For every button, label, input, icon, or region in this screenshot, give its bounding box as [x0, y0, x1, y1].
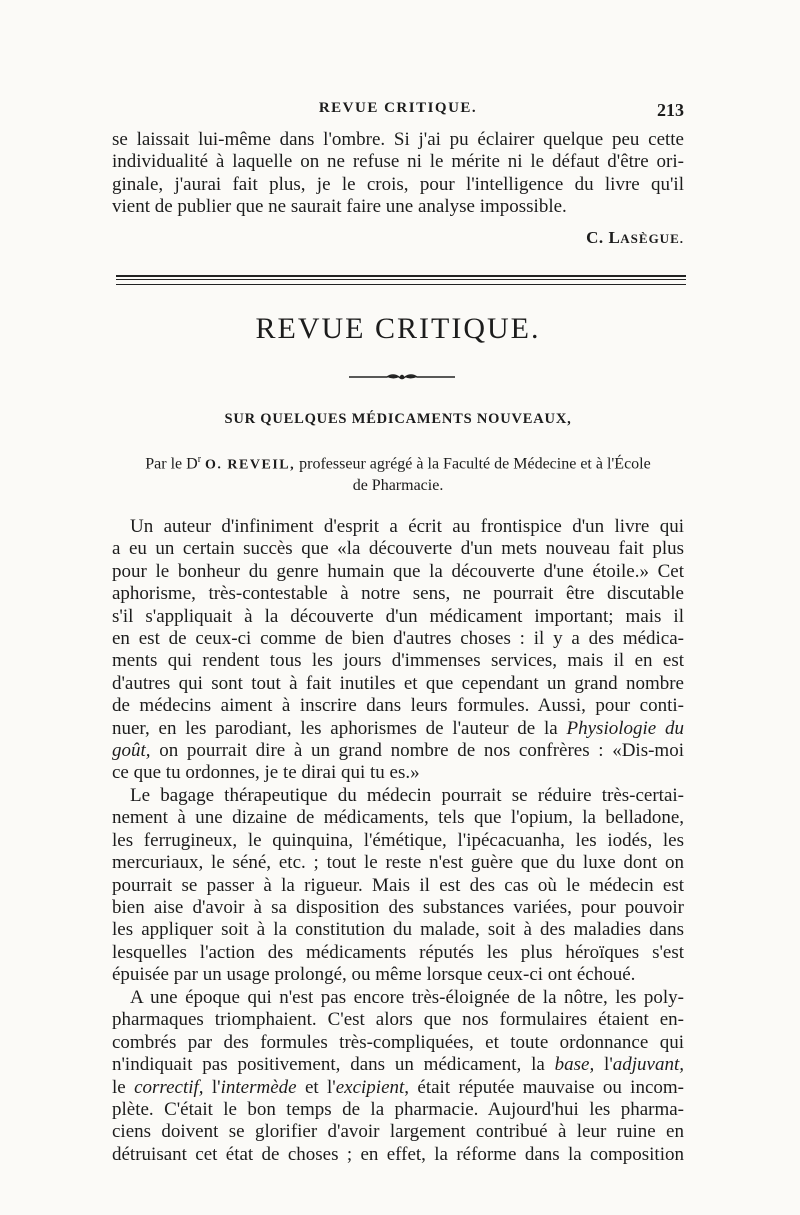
text-run: n'indiquait pas positivement, dans un médicament, la [112, 1054, 555, 1076]
text-line: bien aise d'avoir à sa disposition des substances variées, pour pouvoir [112, 897, 684, 919]
italic-text: excipient [335, 1076, 405, 1098]
italic-text: correctif, [134, 1076, 204, 1098]
text-line: mercuriaux, le séné, etc. ; tout le reste n'est guère que du luxe dont on [112, 852, 684, 874]
text-line [112, 1077, 684, 1099]
text-line: s'il s'appliquait à la découverte d'un médicament important; mais il [112, 605, 684, 627]
text-line: d'autres qui sont tout à fait inutiles et que cependant un grand nombre [112, 672, 684, 694]
text-line: aphorisme, très-contestable à notre sens, ne pourrait être discutable [112, 583, 684, 605]
text-line: a eu un certain succès que «la découverte d'un mets nouveau fait plus [112, 538, 684, 560]
running-head [112, 100, 684, 124]
author-byline [112, 449, 684, 496]
text-line: ments qui rendent tous les jours d'immenses services, mais il en est [112, 650, 684, 672]
italic-text: intermède [220, 1076, 297, 1098]
text-line: de médecins aiment à inscrire dans leurs formules. Aussi, pour conti- [112, 695, 684, 717]
text-line: ginale, j'aurai fait plus, je le crois, pour l'intelligence du livre qu'il [112, 173, 684, 195]
previous-article-ending [112, 129, 684, 219]
text-run: , était réputée mauvaise ou incom- [404, 1076, 684, 1098]
italic-text: adjuvant, [612, 1054, 684, 1076]
page-number: 213 [657, 100, 684, 120]
text-run: et l' [296, 1076, 336, 1098]
text-line: pourrait se passer à la rigueur. Mais il est des cas où le médecin est [112, 874, 684, 896]
text-line: les appliquer soit à la constitution du malade, soit à des maladies dans [112, 919, 684, 941]
text-line: les ferrugineux, le quinquina, l'émétique, l'ipécacuanha, les iodés, les [112, 829, 684, 851]
italic-text: base, [554, 1054, 595, 1076]
text-run: l' [594, 1054, 613, 1076]
text-line: vient de publier que ne saurait faire une analyse impossible. [112, 196, 567, 218]
author-name: O. REVEIL, [205, 457, 296, 473]
paragraph-2 [112, 785, 684, 987]
text-run: l' [203, 1076, 221, 1098]
byline-superscript: r [197, 454, 202, 465]
text-run: le [112, 1076, 135, 1098]
byline-line-1 [112, 449, 684, 475]
text-line: en est de ceux-ci comme de bien d'autres choses : il y a des médica- [112, 628, 684, 650]
running-title: REVUE CRITIQUE. [318, 100, 478, 116]
byline-affiliation: professeur agrégé à la Faculté de Médecine et à l'École [295, 455, 651, 473]
text-run: nuer, en les parodiant, les aphorismes de l'auteur de la [112, 717, 567, 739]
text-run: on pourrait dire à un grand nombre de nos confrères : «Dis-moi [150, 740, 684, 762]
text-line: Un auteur d'infiniment d'esprit a écrit au frontispice d'un livre qui [130, 516, 684, 537]
ornament-flourish [347, 372, 457, 382]
text-line [112, 740, 684, 762]
text-line: Le bagage thérapeutique du médecin pourrait se réduire très-certai- [130, 785, 684, 806]
section-divider-rule [116, 275, 686, 285]
text-line: pour le bonheur du genre humain que la découverte d'une étoile.» Cet [112, 560, 684, 582]
text-line: lesquelles l'action des médicaments réputés les plus héroïques s'est [112, 941, 684, 963]
text-line [112, 1054, 684, 1076]
text-line: pharmaques triomphaient. C'est alors que nos formulaires étaient en- [112, 1009, 684, 1031]
byline-line-2: de Pharmacie. [352, 477, 444, 495]
signature-name-initial: L [608, 228, 621, 247]
signature-initial: C. [586, 228, 604, 247]
text-line [112, 718, 684, 740]
text-line: se laissait lui-même dans l'ombre. Si j'ai pu éclairer quelque peu cette [112, 129, 684, 150]
text-line: combrés par des formules très-compliquées, et toute ordonnance qui [112, 1031, 684, 1053]
paragraph-1 [112, 516, 684, 785]
text-line: ciens doivent se glorifier d'avoir largement contribué à leur ruine en [112, 1121, 684, 1143]
text-line: détruisant cet état de choses ; en effet, la réforme dans la composition [112, 1143, 684, 1165]
text-line: A une époque qui n'est pas encore très-éloignée de la nôtre, les poly- [130, 987, 684, 1008]
signature-name-rest: ASÈGUE. [620, 231, 684, 246]
text-line: ce que tu ordonnes, je te dirai qui tu es.» [112, 762, 420, 784]
italic-text: Physiologie du [566, 717, 685, 739]
text-line: individualité à laquelle on ne refuse ni le mérite ni le défaut d'être ori- [112, 151, 684, 173]
text-line: nement à une dizaine de médicaments, tels que l'opium, la belladone, [112, 807, 684, 829]
text-line: épuisée par un usage prolongé, ou même lorsque ceux-ci ont échoué. [112, 964, 636, 986]
author-signature [586, 228, 684, 248]
italic-text: goût, [112, 740, 151, 762]
article-subtitle: SUR QUELQUES MÉDICAMENTS NOUVEAUX, [224, 411, 572, 427]
byline-prefix: Par le D [145, 455, 198, 473]
text-line: plète. C'était le bon temps de la pharmacie. Aujourd'hui les pharma- [112, 1099, 684, 1121]
section-title: REVUE CRITIQUE. [255, 312, 541, 345]
paragraph-3 [112, 987, 684, 1166]
